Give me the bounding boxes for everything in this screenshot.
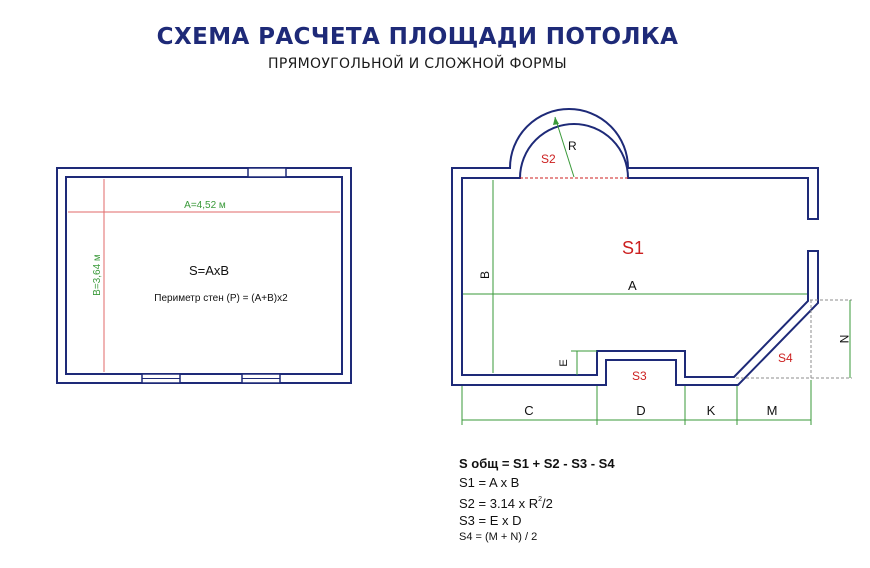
s4-label: S4	[778, 351, 793, 365]
rectangle-room-plan	[57, 168, 351, 383]
dimension-label-b-complex: B	[478, 270, 492, 280]
perimeter-formula: Периметр стен (P) = (A+B)x2	[154, 293, 288, 304]
radius-label: R	[568, 139, 577, 153]
complex-room-plan	[452, 109, 852, 425]
dimension-label-b: B=3,64 м	[92, 254, 103, 296]
formula-block	[459, 456, 615, 546]
dimension-label-a-complex: A	[628, 278, 637, 293]
formula-total: S общ = S1 + S2 - S3 - S4	[459, 456, 615, 471]
s2-label: S2	[541, 152, 556, 166]
formula-s3: S3 = E x D	[459, 513, 522, 528]
area-formula: S=AxB	[188, 263, 230, 278]
diagram-subtitle: ПРЯМОУГОЛЬНОЙ И СЛОЖНОЙ ФОРМЫ	[268, 56, 567, 72]
formula-s4: S4 = (M + N) / 2	[459, 531, 538, 543]
radius-arrow	[553, 117, 559, 125]
s3-label: S3	[632, 369, 647, 383]
formula-s2-exponent: 2	[538, 496, 543, 503]
diagram-title: СХЕМА РАСЧЕТА ПЛОЩАДИ ПОТОЛКА	[156, 24, 679, 50]
dimension-label-a: A=4,52 м	[184, 200, 226, 211]
s1-label: S1	[622, 238, 645, 258]
dimension-label-m: M	[766, 403, 778, 418]
dimension-label-d: D	[636, 403, 646, 418]
dimension-label-c: C	[524, 403, 534, 418]
dimension-label-n: N	[837, 334, 851, 344]
formula-s2-suffix: /2	[542, 496, 553, 511]
dimension-label-k: K	[706, 403, 716, 418]
dimension-label-e: E	[558, 359, 570, 367]
formula-s2	[459, 491, 615, 512]
rect-top-opening	[248, 168, 286, 177]
formula-s2-prefix: S2 = 3.14 x R	[459, 496, 539, 511]
formula-s1: S1 = A x B	[459, 475, 520, 490]
